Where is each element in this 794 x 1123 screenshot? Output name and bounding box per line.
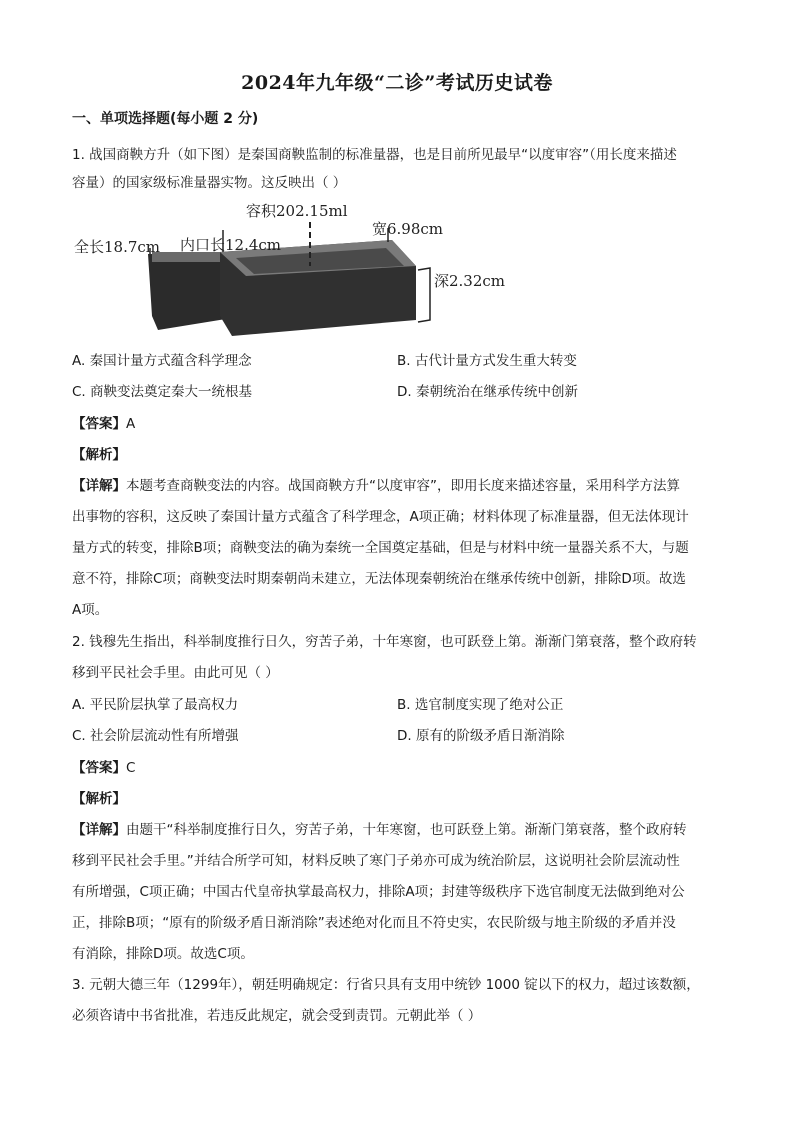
- page-title: 2024年九年级“二诊”考试历史试卷: [241, 72, 553, 94]
- depth-bracket: [418, 268, 430, 322]
- q1-option-b: B. 古代计量方式发生重大转变: [397, 353, 577, 369]
- q2-detail-line-1: 【详解】由题干“科举制度推行日久，穷苦子弟，十年寒窗，也可跃登上第。渐渐门第衰落，整个政府转: [72, 822, 687, 838]
- measuring-vessel-drawing: [70, 196, 530, 346]
- measuring-vessel-figure: [70, 196, 530, 346]
- q2-detail-line-5: 有消除，排除D项。故选C项。: [72, 946, 254, 962]
- q2-answer: [72, 756, 135, 776]
- total-length-label: 全长18.7cm: [74, 238, 161, 256]
- answer-value: C: [126, 760, 136, 776]
- inner-length-label: 内口长12.4cm: [180, 236, 282, 254]
- q2-analysis-label: 【解析】: [72, 791, 126, 807]
- depth-label: 深2.32cm: [434, 272, 506, 290]
- q3-stem-line-1: 3. 元朝大德三年（1299年），朝廷明确规定：行省只具有支用中统钞 1000 锭以下的权力，超过该数额，: [72, 977, 700, 993]
- vessel-handle: [148, 254, 232, 330]
- q1-analysis-label: 【解析】: [72, 447, 126, 463]
- volume-label: 容积202.15ml: [246, 202, 348, 220]
- q2-stem-line-1: 2. 钱穆先生指出，科举制度推行日久，穷苦子弟，十年寒窗，也可跃登上第。渐渐门第衰落，整个政府转: [72, 634, 697, 650]
- q2-detail-line-2: 移到平民社会手里。”并结合所学可知，材料反映了寒门子弟亦可成为统治阶层，这说明社会阶层流动性: [72, 853, 680, 869]
- q1-answer: [72, 412, 135, 432]
- q1-detail-line-3: 量方式的转变，排除B项；商鞅变法的确为秦统一全国奠定基础，但是与材料中统一量器关系不大，与题: [72, 540, 689, 556]
- q2-detail-line-3: 有所增强，C项正确；中国古代皇帝执掌最高权力，排除A项；封建等级秩序下选官制度无法做到绝对公: [72, 884, 685, 900]
- q2-option-b: B. 选官制度实现了绝对公正: [397, 697, 564, 713]
- answer-label: 【答案】: [72, 760, 126, 776]
- q1-option-c: C. 商鞅变法奠定秦大一统根基: [72, 384, 253, 400]
- section-heading: 一、单项选择题(每小题 2 分): [72, 111, 259, 127]
- q1-detail-line-2: 出事物的容积，这反映了秦国计量方式蕴含了科学理念，A项正确；材料体现了标准量器，但无法体现计: [72, 509, 689, 525]
- q1-detail-line-4: 意不符，排除C项；商鞅变法时期秦朝尚未建立，无法体现秦朝统治在继承传统中创新，排除D项。故选: [72, 571, 686, 587]
- q2-detail-line-4: 正，排除B项；“原有的阶级矛盾日渐消除”表述绝对化而且不符史实，农民阶级与地主阶级的矛盾并没: [72, 915, 676, 931]
- width-label: 宽6.98cm: [372, 220, 444, 238]
- q1-option-a: A. 秦国计量方式蕴含科学理念: [72, 353, 252, 369]
- answer-value: A: [126, 416, 136, 432]
- q2-stem-line-2: 移到平民社会手里。由此可见（ ）: [72, 665, 279, 681]
- q1-stem-line-1: 1. 战国商鞅方升（如下图）是秦国商鞅监制的标准量器，也是目前所见最早“以度审容”（用长度来描述: [72, 147, 677, 163]
- q2-option-c: C. 社会阶层流动性有所增强: [72, 728, 239, 744]
- q2-option-d: D. 原有的阶级矛盾日渐消除: [397, 728, 565, 744]
- q3-stem-line-2: 必须咨请中书省批准，若违反此规定，就会受到责罚。元朝此举（ ）: [72, 1008, 482, 1024]
- answer-label: 【答案】: [72, 416, 126, 432]
- q1-option-d: D. 秦朝统治在继承传统中创新: [397, 384, 578, 400]
- q1-stem-line-2: 容量）的国家级标准量器实物。这反映出（ ）: [72, 175, 347, 191]
- q2-option-a: A. 平民阶层执掌了最高权力: [72, 697, 239, 713]
- q1-detail-line-1: 【详解】本题考查商鞅变法的内容。战国商鞅方升“以度审容”，即用长度来描述容量，采用科学方法算: [72, 478, 680, 494]
- q1-detail-line-5: A项。: [72, 602, 109, 618]
